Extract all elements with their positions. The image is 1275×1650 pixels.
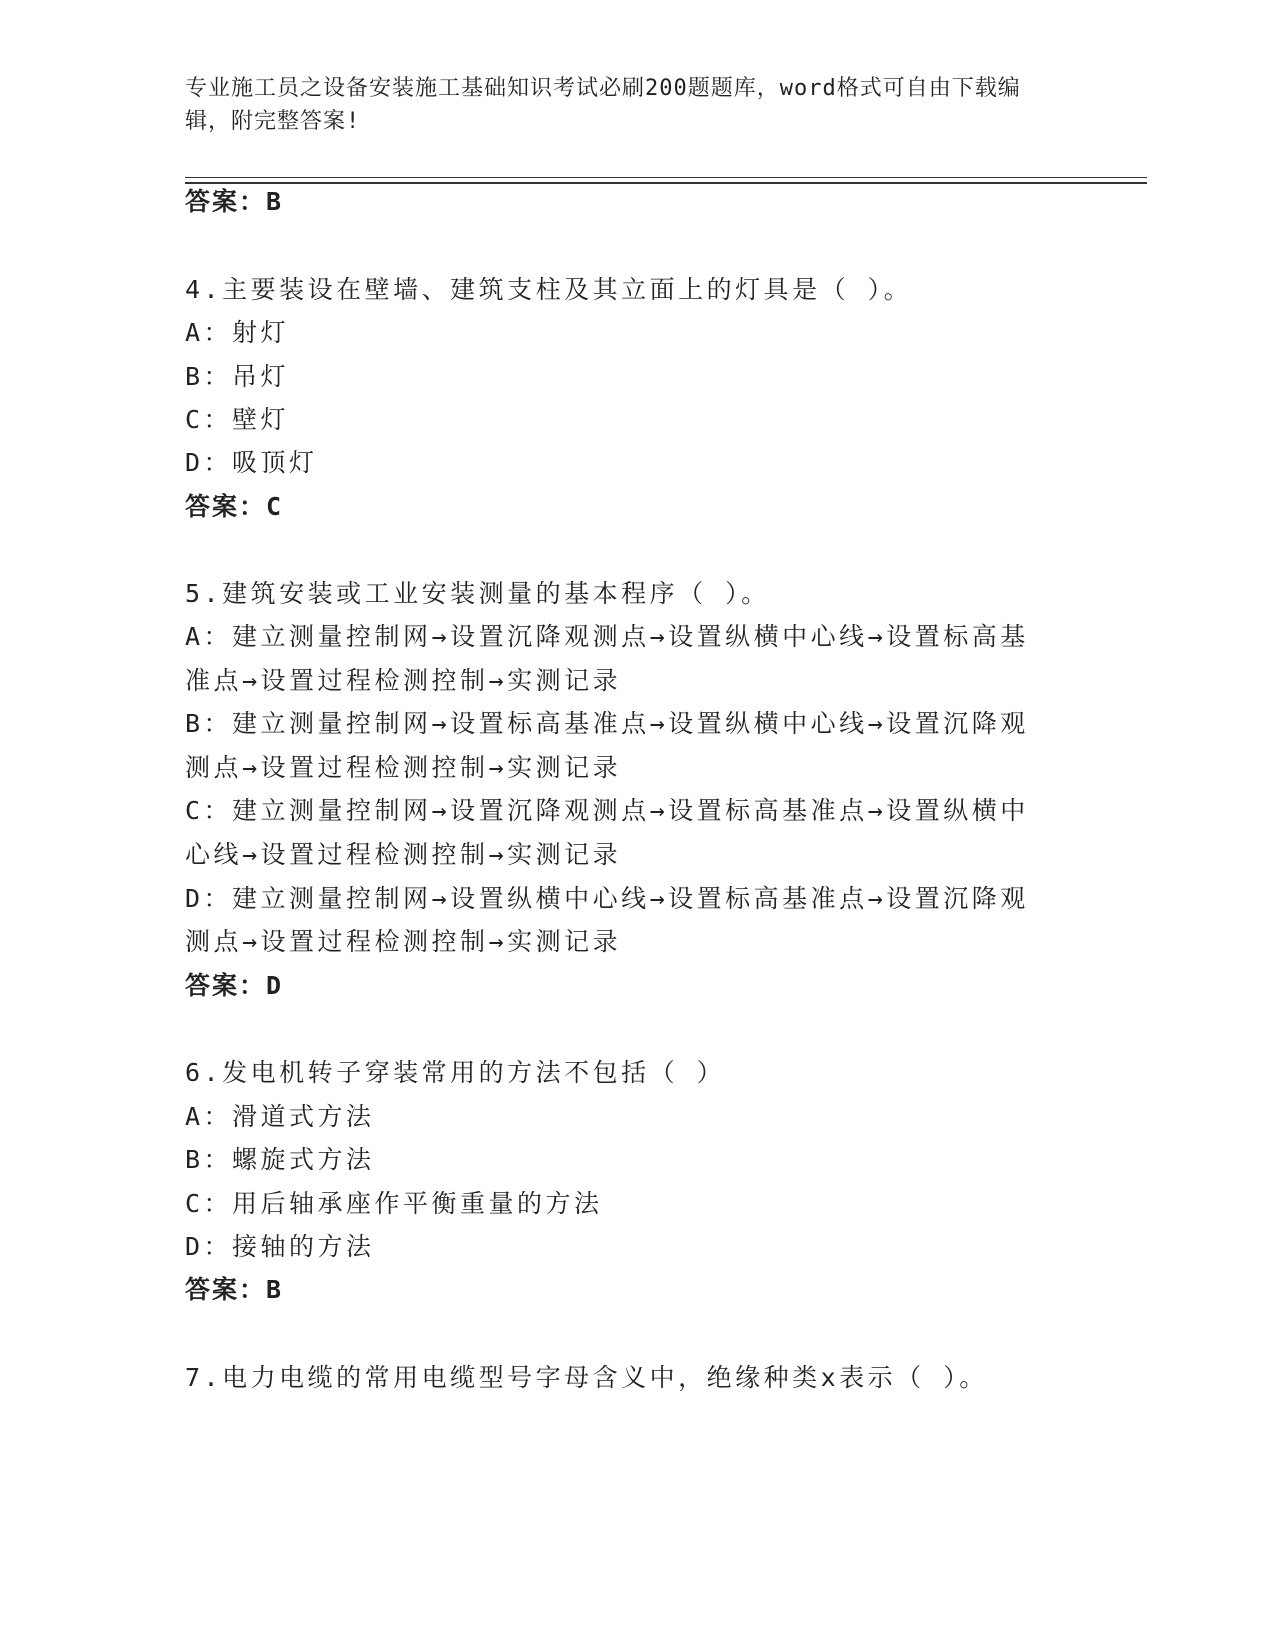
answer-5: 答案：D bbox=[185, 971, 284, 1000]
answer-6: 答案：B bbox=[185, 1275, 284, 1304]
option-4-b: B：吊灯 bbox=[185, 362, 290, 391]
question-stem-7: 7.电力电缆的常用电缆型号字母含义中，绝缘种类x表示（ ）。 bbox=[185, 1363, 988, 1392]
question-stem-4: 4.主要装设在壁墙、建筑支柱及其立面上的灯具是（ ）。 bbox=[185, 275, 913, 304]
option-4-d: D：吸顶灯 bbox=[185, 448, 318, 477]
option-4-a: A：射灯 bbox=[185, 318, 290, 347]
option-5-b-line1: B：建立测量控制网→设置标高基准点→设置纵横中心线→设置沉降观 bbox=[185, 709, 1029, 738]
option-6-c: C：用后轴承座作平衡重量的方法 bbox=[185, 1189, 603, 1218]
header-divider-top bbox=[185, 177, 1147, 178]
option-5-a-line2: 准点→设置过程检测控制→实测记录 bbox=[185, 666, 622, 695]
answer-4: 答案：C bbox=[185, 492, 284, 521]
option-5-c-line1: C：建立测量控制网→设置沉降观测点→设置标高基准点→设置纵横中 bbox=[185, 796, 1029, 825]
option-6-b: B：螺旋式方法 bbox=[185, 1145, 375, 1174]
option-5-d-line2: 测点→设置过程检测控制→实测记录 bbox=[185, 927, 622, 956]
option-6-d: D：接轴的方法 bbox=[185, 1232, 375, 1261]
option-5-c-line2: 心线→设置过程检测控制→实测记录 bbox=[185, 840, 622, 869]
option-5-b-line2: 测点→设置过程检测控制→实测记录 bbox=[185, 753, 622, 782]
option-6-a: A：滑道式方法 bbox=[185, 1102, 375, 1131]
option-4-c: C：壁灯 bbox=[185, 405, 290, 434]
option-5-d-line1: D：建立测量控制网→设置纵横中心线→设置标高基准点→设置沉降观 bbox=[185, 884, 1029, 913]
document-header-title: 专业施工员之设备安装施工基础知识考试必刷200题题库，word格式可自由下载编辑，附完整答案! bbox=[185, 76, 1021, 134]
question-stem-6: 6.发电机转子穿装常用的方法不包括（ ） bbox=[185, 1058, 726, 1087]
header-divider-bottom bbox=[185, 182, 1147, 184]
option-5-a-line1: A：建立测量控制网→设置沉降观测点→设置纵横中心线→设置标高基 bbox=[185, 622, 1029, 651]
answer-line: 答案：B bbox=[185, 187, 284, 216]
question-stem-5: 5.建筑安装或工业安装测量的基本程序（ ）。 bbox=[185, 579, 770, 608]
